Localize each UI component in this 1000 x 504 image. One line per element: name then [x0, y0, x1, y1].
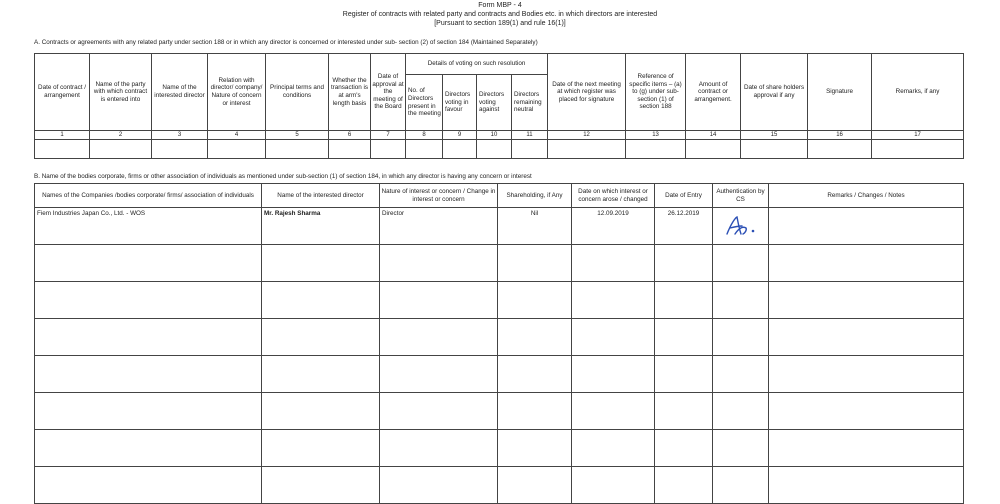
column-number: 15 [741, 131, 808, 140]
column-number: 9 [443, 131, 477, 140]
col-directors-neutral: Directors remaining neutral [512, 75, 548, 131]
table-row [35, 393, 964, 430]
column-number: 2 [90, 131, 152, 140]
col-principal-terms: Principal terms and conditions [266, 54, 329, 131]
column-number: 14 [686, 131, 741, 140]
col-shareholders-approval: Date of share holders approval if any [741, 54, 808, 131]
col-authentication: Authentication by CS [713, 184, 769, 208]
section-a-title: A. Contracts or agreements with any related party under section 188 or in which any director is concerned or interested under sub- section (2) of section 184 (Maintained Separately) [34, 39, 538, 46]
table-row [35, 208, 964, 245]
form-title: Form MBP - 4 [478, 2, 522, 9]
column-number: 6 [329, 131, 371, 140]
col-date-interest-arose: Date on which interest or concern arose / changed [572, 184, 655, 208]
col-date-of-entry: Date of Entry [655, 184, 713, 208]
column-number: 7 [371, 131, 406, 140]
col-voting-details: Details of voting on such resolution [406, 54, 548, 75]
section-b-title: B. Name of the bodies corporate, firms or other association of individuals as mentioned under sub-section (1) of section 184, in which any director is having any concern or interest [34, 173, 532, 180]
col-directors-present: No. of Directors present in the meeting [406, 75, 443, 131]
col-signature: Signature [808, 54, 872, 131]
column-number: 13 [626, 131, 686, 140]
column-number: 10 [477, 131, 512, 140]
col-date-of-contract: Date of contract / arrangement [35, 54, 90, 131]
col-interested-director: Name of the interested director [262, 184, 380, 208]
col-directors-against: Directors voting against [477, 75, 512, 131]
table-row [35, 430, 964, 467]
col-company-names: Names of the Companies /bodies corporate/ firms/ association of individuals [35, 184, 262, 208]
col-remarks-notes: Remarks / Changes / Notes [769, 184, 964, 208]
column-number: 11 [512, 131, 548, 140]
column-number: 12 [548, 131, 626, 140]
col-party-name: Name of the party with which contract is entered into [90, 54, 152, 131]
table-row [35, 356, 964, 393]
col-directors-favour: Directors voting in favour [443, 75, 477, 131]
col-nature-of-interest: Nature of interest or concern / Change in interest or concern [380, 184, 498, 208]
date-arose-cell: 12.09.2019 [572, 208, 655, 245]
date-entry-cell: 26.12.2019 [655, 208, 713, 245]
column-number: 16 [808, 131, 872, 140]
column-number: 4 [208, 131, 266, 140]
col-amount: Amount of contract or arrangement. [686, 54, 741, 131]
column-number: 5 [266, 131, 329, 140]
table-row [35, 319, 964, 356]
column-number: 3 [152, 131, 208, 140]
col-board-approval-date: Date of approval at the meeting of the Board [371, 54, 406, 131]
director-name-cell: Mr. Rajesh Sharma [262, 208, 380, 245]
authentication-cell [713, 208, 769, 245]
col-remarks: Remarks, if any [872, 54, 964, 131]
column-number: 1 [35, 131, 90, 140]
col-shareholding: Shareholding, if Any [498, 184, 572, 208]
pursuant-text: [Pursuant to section 189(1) and rule 16(1)] [434, 20, 566, 27]
register-title: Register of contracts with related party and contracts and Bodies etc. in which directors are interested [342, 11, 658, 18]
col-next-meeting-date: Date of the next meeting at which register was placed for signature [548, 54, 626, 131]
column-number-row [35, 131, 964, 140]
col-interested-director: Name of the interested director [152, 54, 208, 131]
column-number: 8 [406, 131, 443, 140]
nature-cell: Director [380, 208, 498, 245]
section-a-table [34, 53, 964, 159]
col-reference-items: Reference of specific items – (a) to (g) under sub-section (1) of section 188 [626, 54, 686, 131]
company-name-cell: Fiem Industries Japan Co., Ltd. - WOS [35, 208, 262, 245]
table-row [35, 140, 964, 159]
remarks-cell [769, 208, 964, 245]
col-relation: Relation with director/ company/ Nature of concern or interest [208, 54, 266, 131]
section-b-table [34, 183, 964, 504]
cs-signature [719, 214, 763, 238]
table-row [35, 467, 964, 504]
table-row [35, 282, 964, 319]
shareholding-cell: Nil [498, 208, 572, 245]
column-number: 17 [872, 131, 964, 140]
table-row [35, 245, 964, 282]
col-arms-length: Whether the transaction is at arm's length basis [329, 54, 371, 131]
